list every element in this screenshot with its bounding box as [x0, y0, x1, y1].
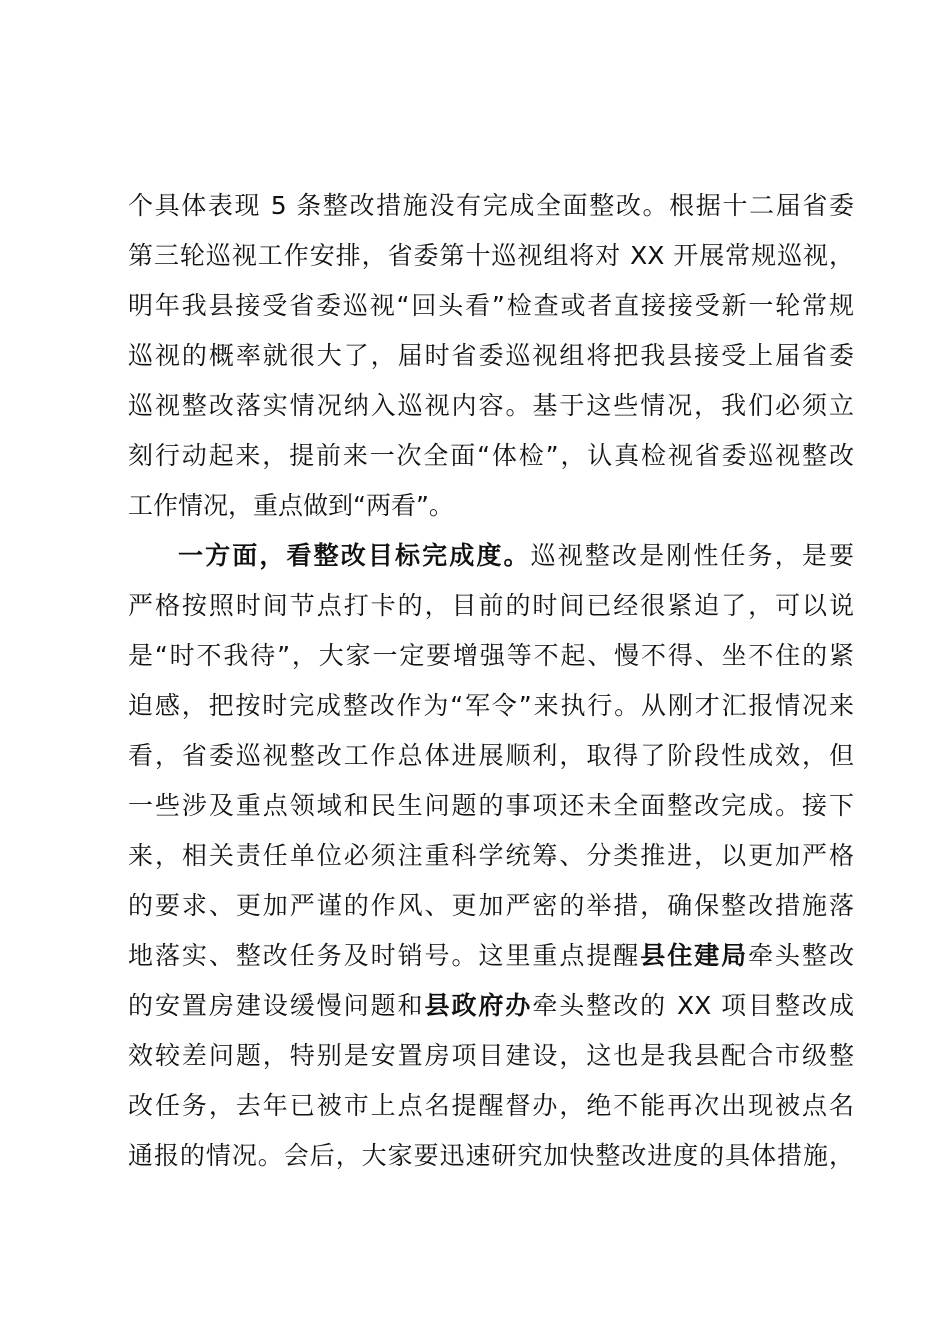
text-line: [128, 631, 854, 681]
text-line: [128, 381, 854, 431]
text-line: [128, 331, 854, 381]
text-line: [128, 1031, 854, 1081]
text-line: [128, 231, 854, 281]
text-segment: 巡视的概率就很大了，届时省委巡视组将把我县接受上届省委: [128, 341, 854, 370]
text-segment: 工作情况，重点做到“两看”。: [128, 491, 454, 520]
text-segment: 通报的情况。会后，大家要迅速研究加快整改进度的具体措施，: [128, 1141, 854, 1170]
text-segment: 严格按照时间节点打卡的，目前的时间已经很紧迫了，可以说: [128, 591, 854, 620]
bold-text-segment: 一方面，看整改目标完成度。: [178, 541, 531, 570]
text-line: [128, 1081, 854, 1131]
text-segment: 一些涉及重点领域和民生问题的事项还未全面整改完成。接下: [128, 791, 854, 820]
text-segment: 第三轮巡视工作安排，省委第十巡视组将对 XX 开展常规巡视，: [128, 241, 854, 270]
text-line: [128, 831, 854, 881]
text-line: [128, 581, 854, 631]
text-line: [128, 281, 854, 331]
text-segment: 明年我县接受省委巡视“回头看”检查或者直接接受新一轮常规: [128, 291, 854, 320]
text-segment: 刻行动起来，提前来一次全面“体检”，认真检视省委巡视整改: [128, 441, 854, 470]
bold-text-segment: 县政府办: [424, 991, 533, 1020]
text-segment: 是“时不我待”，大家一定要增强等不起、慢不得、坐不住的紧: [128, 641, 854, 670]
text-line: [128, 731, 854, 781]
text-line: [128, 781, 854, 831]
bold-text-segment: 县住建局: [640, 941, 749, 970]
text-segment: 地落实、整改任务及时销号。这里重点提醒: [128, 941, 641, 970]
text-segment: 巡视整改落实情况纳入巡视内容。基于这些情况，我们必须立: [128, 391, 854, 420]
text-line: [128, 1131, 854, 1181]
text-segment: 看，省委巡视整改工作总体进展顺利，取得了阶段性成效，但: [128, 741, 854, 770]
text-line: [128, 881, 854, 931]
text-line: [128, 481, 854, 531]
text-line: [128, 181, 854, 231]
text-segment: 牵头整改: [748, 941, 854, 970]
text-segment: 迫感，把按时完成整改作为“军令”来执行。从刚才汇报情况来: [128, 691, 854, 720]
text-line: [128, 931, 854, 981]
text-segment: 牵头整改的 XX 项目整改成: [532, 991, 854, 1020]
text-segment: 巡视整改是刚性任务，是要: [530, 541, 854, 570]
text-line: [128, 681, 854, 731]
text-segment: 改任务，去年已被市上点名提醒督办，绝不能再次出现被点名: [128, 1091, 854, 1120]
text-line: [128, 981, 854, 1031]
text-segment: 的安置房建设缓慢问题和: [128, 991, 425, 1020]
text-segment: 来，相关责任单位必须注重科学统筹、分类推进，以更加严格: [128, 841, 854, 870]
text-segment: 的要求、更加严谨的作风、更加严密的举措，确保整改措施落: [128, 891, 854, 920]
text-segment: 个具体表现 5 条整改措施没有完成全面整改。根据十二届省委: [128, 191, 854, 220]
document-body: [128, 181, 854, 1181]
text-line: [128, 531, 854, 581]
text-segment: 效较差问题，特别是安置房项目建设，这也是我县配合市级整: [128, 1041, 854, 1070]
text-line: [128, 431, 854, 481]
